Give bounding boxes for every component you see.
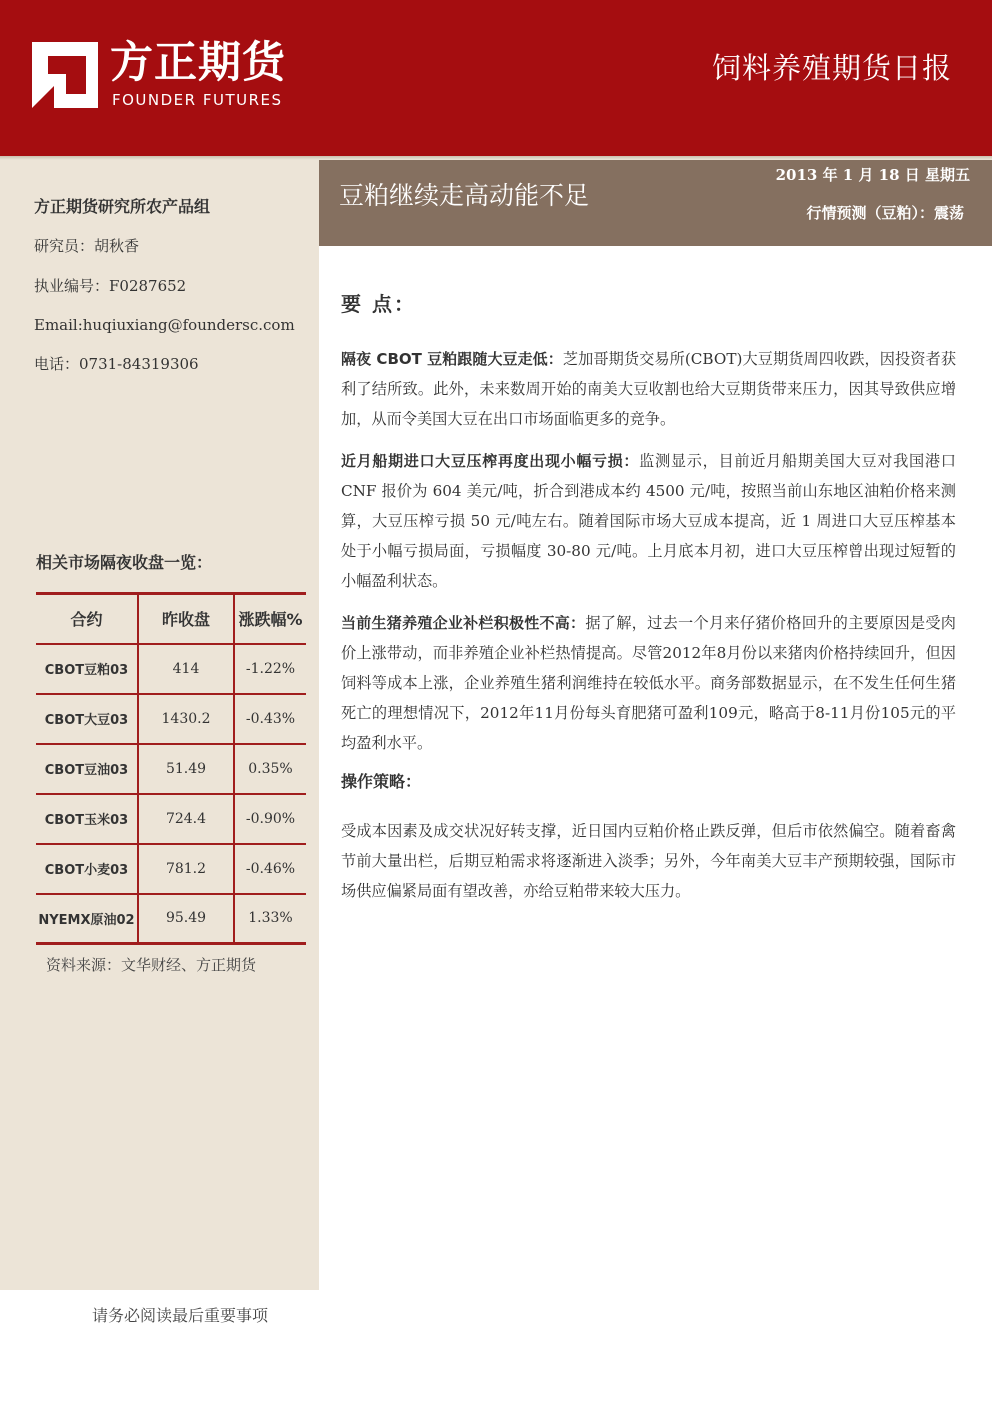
headline: 豆粕继续走高动能不足 [339,181,590,210]
paragraph-hog-farming [341,608,956,758]
paragraph-cbot [341,344,956,434]
table-row [36,894,306,944]
contract-cell: CBOT小麦03 [44,863,129,878]
close-cell: 95.49 [138,894,234,944]
table-header-row [36,594,306,644]
brand-name-en: FOUNDER FUTURES [112,91,283,109]
change-cell: 0.35% [234,744,306,794]
change-cell: -0.43% [234,694,306,744]
research-group: 方正期货研究所农产品组 [34,197,211,216]
disclaimer-note: 请务必阅读最后重要事项 [92,1306,269,1325]
phone: 电话：0731-84319306 [34,355,199,373]
strategy-text: 受成本因素及成交状况好转支撑，近日国内豆粕价格止跌反弹，但后市依然偏空。随着畜禽节前大量出栏，后期豆粕需求将逐渐进入淡季；另外，今年南美大豆丰产预期较强，国际市场供应偏紧局面有望改善，亦给豆粕带来较大压力。 [341,822,956,900]
founder-logo-icon [32,42,98,108]
paragraph-heading: 当前生猪养殖企业补栏积极性不高： [341,614,586,632]
data-source: 资料来源：文华财经、方正期货 [46,956,257,974]
paragraph-crush-margin [341,446,956,596]
market-forecast: 行情预测（豆粕）：震荡 [806,204,964,222]
table-row [36,694,306,744]
paragraph-heading: 隔夜 CBOT 豆粕跟随大豆走低： [341,350,563,368]
report-date: 2013 年 1 月 18 日 星期五 [775,166,970,184]
strategy-title: 操作策略： [341,772,422,791]
paragraph-text: 芝加哥期货交易所(CBOT)大豆期货周四收跌，因投资者获利了结所致。此外，未来数周开始的南美大豆收割也给大豆期货带来压力，因其导致供应增加，从而令美国大豆在出口市场面临更多的竞争。 [341,350,957,428]
contract-cell: CBOT玉米03 [44,813,129,828]
close-cell: 51.49 [138,744,234,794]
close-cell: 724.4 [138,794,234,844]
report-title: 饲料养殖期货日报 [711,51,952,85]
table-row [36,844,306,894]
header-prev-close: 昨收盘 [138,594,234,644]
contract-cell: NYEMX原油02 [38,912,135,928]
header-change-pct: 涨跌幅% [234,594,306,644]
brand-name-cn: 方正期货 [110,38,286,88]
table-row [36,794,306,844]
table-row [36,744,306,794]
change-cell: -0.46% [234,844,306,894]
email: Email:huqiuxiang@foundersc.com [34,316,295,334]
close-cell: 414 [138,644,234,694]
market-table-title: 相关市场隔夜收盘一览： [36,553,213,572]
close-cell: 781.2 [138,844,234,894]
change-cell: 1.33% [234,894,306,944]
header-contract: 合约 [70,610,103,630]
license-number: 执业编号：F0287652 [34,277,187,295]
contract-cell: CBOT豆粕03 [44,663,129,678]
contract-cell: CBOT豆油03 [44,763,129,778]
table-row [36,644,306,694]
close-cell: 1430.2 [138,694,234,744]
paragraph-heading: 近月船期进口大豆压榨再度出现小幅亏损： [341,452,640,470]
change-cell: -1.22% [234,644,306,694]
key-points-title: 要 点： [341,292,416,316]
main-content [341,290,956,918]
headline-bar [319,160,992,246]
contract-cell: CBOT大豆03 [44,713,129,728]
paragraph-text: 据了解，过去一个月来仔猪价格回升的主要原因是受肉价上涨带动，而非养殖企业补栏热情提高。尽管2012年8月份以来猪肉价格持续回升，但因饲料等成本上涨，企业养殖生猪利润维持在较低水平。商务部数据显示，在不发生任何生猪死亡的理想情况下，2012年11月份每头育肥猪可盈利109元，略高于8-11月份105元的平均盈利水平。 [341,614,956,752]
researcher: 研究员：胡秋香 [34,237,140,255]
market-close-table [36,592,306,945]
paragraph-text: 监测显示，目前近月船期美国大豆对我国港口 CNF 报价为 604 美元/吨，折合到港成本约 4500 元/吨，按照当前山东地区油粕价格来测算，大豆压榨亏损 50 元/吨左右。随着国际市场大豆成本提高，近 1 周进口大豆压榨基本处于小幅亏损局面，亏损幅度 30-80 元/吨。上月底本月初，进口大豆压榨曾出现过短暂的小幅盈利状态。 [341,452,956,590]
report-header [0,0,992,156]
change-cell: -0.90% [234,794,306,844]
